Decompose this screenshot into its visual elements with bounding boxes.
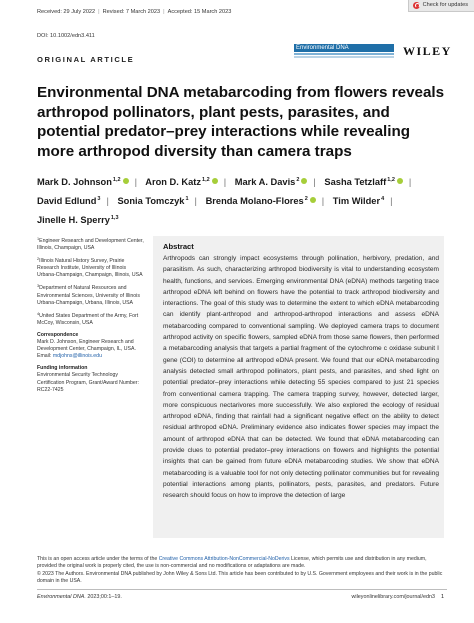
journal-url-link[interactable]: wileyonlinelibrary.com/journal/edn3 <box>351 594 435 600</box>
author-affil: 3 <box>97 196 101 202</box>
author-affil: 1,3 <box>110 215 119 221</box>
author[interactable] <box>324 177 402 187</box>
email-link[interactable]: mdjohns@illinois.edu <box>52 353 102 360</box>
logo-stripe <box>294 53 394 55</box>
copyright-line: © 2023 The Authors. Environmental DNA published by John Wiley & Sons Ltd. This article has been contributed to by U.S. Government employees and their work is in the public domain in the USA. <box>37 570 443 585</box>
author[interactable] <box>37 215 119 225</box>
author-name: Mark D. Johnson <box>37 177 112 187</box>
author[interactable] <box>37 177 129 187</box>
author-affil: 1,2 <box>387 177 395 183</box>
orcid-icon[interactable] <box>310 197 316 203</box>
author-name: Tim Wilder <box>332 196 381 206</box>
funding-text: Environmental Security Technology Certification Program, Grant/Award Number: RC22-7425 <box>37 372 139 393</box>
revised-date: Revised: 7 March 2023 <box>102 9 161 15</box>
doi[interactable]: DOI: 10.1002/edn3.411 <box>37 33 95 39</box>
author[interactable] <box>206 196 316 206</box>
orcid-icon[interactable] <box>397 178 403 184</box>
funding-heading: Funding information <box>37 365 88 372</box>
author-name: Sasha Tetzlaff <box>324 177 387 187</box>
received-date: Received: 29 July 2022 <box>37 9 96 15</box>
article-type: ORIGINAL ARTICLE <box>37 55 135 64</box>
author-name: Mark A. Davis <box>234 177 296 187</box>
publisher-logo: WILEY <box>403 44 452 58</box>
orcid-icon[interactable] <box>301 178 307 184</box>
license-link[interactable]: Creative Commons Attribution-NonCommercial-NoDerivs <box>158 556 290 562</box>
author-affil: 1,2 <box>112 177 121 183</box>
author[interactable] <box>37 196 100 206</box>
author-affil: 2 <box>304 196 308 202</box>
check-for-updates-label: Check for updates <box>422 2 468 8</box>
author-affil: 4 <box>381 196 385 202</box>
author-list: Mark D. Johnson$^{1,2}$ | Aron D. Katz$^{1,2}$ | Mark A. Davis$^2$ | Sasha Tetzlaff$^{1,2}$ | David Edlund$^3$ | Sonia Tomczyk$^1$ | Brenda Molano-Flores$^2$ | Tim Wilder$^4$ | Jinelle H. Sperry$^{1,3}$ <box>37 177 412 225</box>
abstract-text: Arthropods can strongly impact ecosystems through pollination, herbivory, predation, and parasitism. As such, characterizing arthropod biodiversity is vital to understanding ecosystem health, functions, and services. Emerging environmental DNA (eDNA) methods targeting trace arthropod eDNA left behind on flowers have the potential to track arthropod biodiversity and interactions. The goal of this study was to determine the extent to which eDNA metabarcoding can identify plant-arthropod and arthropod-arthropod interactions and assess eDNA metabarcoding compared to conventional sampling. We deployed camera traps to document arthropod activity on specific flowers, sampled eDNA from those same flowers, then performed a metabarcoding analysis that targets a partial fragment of the cytochrome c oxidase subunit I gene (COI) to determine all arthropod eDNA present. We found that our eDNA metabarcoding analysis detected small arthropod pollinators, plant pests, and parasites, and shed light on potential predator–prey interactions while detecting 55 species compared to just 21 species from conventional camera trapping. The camera trapping survey, however, detected larger, more conspicuous nectarivores more successfully. We also explored the ecology of residual arthropod eDNA, finding that rainfall had a significant negative effect on the ability to detect residual arthropod eDNA. Preliminary evidence also indicates flower species may impact the amount of arthropod eDNA that can be detected. We found that eDNA metabarcoding can provide clues to potential predator–prey interactions on flowers and highlights the potential insights that can be gained from future eDNA metabarcoding studies. We show that eDNA metabarcoding is a valuable tool for not only detecting pollinator communities but for revealing potential interactions among plants, pollinators, pests, parasites, and predators. Future research should focus on how to improve the detection of large <box>163 255 439 500</box>
affiliation: $^3$Department of Natural Resources and Environmental Sciences, University of Illinois Urbana-Champaign, Urbana, Illinois, USA <box>37 284 140 306</box>
author-affil: 1,2 <box>202 177 210 183</box>
affiliation: $^4$United States Department of the Army, Fort McCoy, Wisconsin, USA <box>37 311 139 326</box>
accepted-date: Accepted: 15 March 2023 <box>167 9 232 15</box>
orcid-icon[interactable] <box>123 178 129 184</box>
author-name: Brenda Molano-Flores <box>205 196 304 206</box>
author-name: David Edlund <box>37 196 97 206</box>
article-title: Environmental DNA metabarcoding from flowers reveals arthropod pollinators, plant pests, parasites, and potential predator–prey interactions while revealing more arthropod diversity than camera traps <box>37 84 445 160</box>
author-affil: 2 <box>296 177 300 183</box>
author[interactable] <box>145 177 217 187</box>
affiliation: $^2$Illinois Natural History Survey, Prairie Research Institute, University of Illinois Urbana-Champaign, Champaign, Illinois, USA <box>37 257 143 279</box>
author[interactable] <box>333 196 384 206</box>
crossmark-icon <box>413 2 420 9</box>
affiliations-sidebar <box>37 236 145 397</box>
footer-divider <box>37 589 447 590</box>
article-dates: Received: 29 July 2022 | Revised: 7 March 2023 | Accepted: 15 March 2023 <box>37 9 232 15</box>
footer-citation: Environmental DNA. 2023;00:1–19. <box>37 594 122 600</box>
correspondence-text: Mark D. Johnson, Engineer Research and Development Center, Champaign, IL, USA. Email: mdjohns@illinois.edu <box>37 339 136 360</box>
check-for-updates-button[interactable] <box>408 0 474 12</box>
author-name: Aron D. Katz <box>145 177 202 187</box>
author-name: Jinelle H. Sperry <box>37 215 110 225</box>
abstract-heading: Abstract <box>163 242 194 251</box>
logo-stripe <box>294 56 394 58</box>
journal-logo-text: Environmental DNA <box>294 44 394 52</box>
author[interactable] <box>235 177 308 187</box>
license-notice: This is an open access article under the terms of the Creative Commons Attribution-NonCommercial-NoDerivs License, which permits use and distribution in any medium, provided the original work is properly cited, the use is non-commercial and no modifications or adaptations are made. © 2023 The Authors. Environmental DNA published by John Wiley & Sons Ltd. This article has been contributed to by U.S. Government employees and their work is in the public domain in the USA. <box>37 556 447 586</box>
author-name: Sonia Tomczyk <box>117 196 185 206</box>
author[interactable] <box>117 196 188 206</box>
journal-logo <box>294 44 394 60</box>
affiliation: $^1$Engineer Research and Development Center, Illinois, Champaign, USA <box>37 237 144 252</box>
correspondence-heading: Correspondence <box>37 331 79 338</box>
orcid-icon[interactable] <box>212 178 218 184</box>
author-affil: 1 <box>185 196 189 202</box>
footer-url <box>352 594 445 600</box>
page-number: 1 <box>441 594 444 600</box>
